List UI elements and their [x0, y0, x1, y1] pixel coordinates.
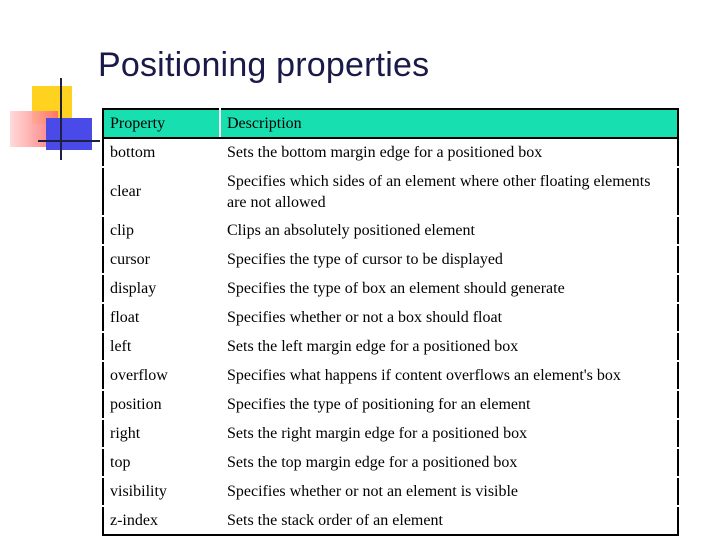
property-cell: bottom [103, 138, 220, 167]
property-cell: right [103, 419, 220, 448]
table-row [103, 303, 678, 332]
description-cell: Sets the right margin edge for a positioned box [220, 419, 678, 448]
description-cell: Specifies what happens if content overflows an element's box [220, 361, 678, 390]
description-cell: Sets the left margin edge for a positioned box [220, 332, 678, 361]
description-cell: Specifies whether or not an element is visible [220, 477, 678, 506]
description-cell: Clips an absolutely positioned element [220, 216, 678, 245]
table-row [103, 167, 678, 216]
property-cell: cursor [103, 245, 220, 274]
header-description: Description [220, 109, 678, 138]
property-cell: overflow [103, 361, 220, 390]
table-row [103, 332, 678, 361]
table-row [103, 216, 678, 245]
table-row [103, 138, 678, 167]
decoration-vertical-line [60, 78, 62, 160]
header-property: Property [103, 109, 220, 138]
table-row [103, 274, 678, 303]
description-cell: Specifies the type of box an element should generate [220, 274, 678, 303]
property-cell: visibility [103, 477, 220, 506]
property-cell: clear [103, 167, 220, 216]
property-cell: float [103, 303, 220, 332]
table-row [103, 245, 678, 274]
description-cell: Specifies the type of positioning for an element [220, 390, 678, 419]
decoration-horizontal-line [38, 140, 100, 142]
property-cell: display [103, 274, 220, 303]
description-cell: Sets the top margin edge for a positioned box [220, 448, 678, 477]
decoration-blue-square [46, 118, 92, 150]
table-row [103, 448, 678, 477]
table-row [103, 361, 678, 390]
page-title: Positioning properties [98, 46, 430, 84]
table-row [103, 419, 678, 448]
table-row [103, 390, 678, 419]
description-cell: Sets the stack order of an element [220, 506, 678, 535]
description-cell: Specifies whether or not a box should float [220, 303, 678, 332]
table-row [103, 477, 678, 506]
property-cell: top [103, 448, 220, 477]
properties-table [102, 108, 679, 536]
table-header-row [103, 109, 678, 138]
table-row [103, 506, 678, 535]
description-cell: Sets the bottom margin edge for a positioned box [220, 138, 678, 167]
description-cell: Specifies which sides of an element where other floating elements are not allowed [220, 167, 678, 216]
property-cell: z-index [103, 506, 220, 535]
property-cell: left [103, 332, 220, 361]
property-cell: clip [103, 216, 220, 245]
description-cell: Specifies the type of cursor to be displayed [220, 245, 678, 274]
property-cell: position [103, 390, 220, 419]
